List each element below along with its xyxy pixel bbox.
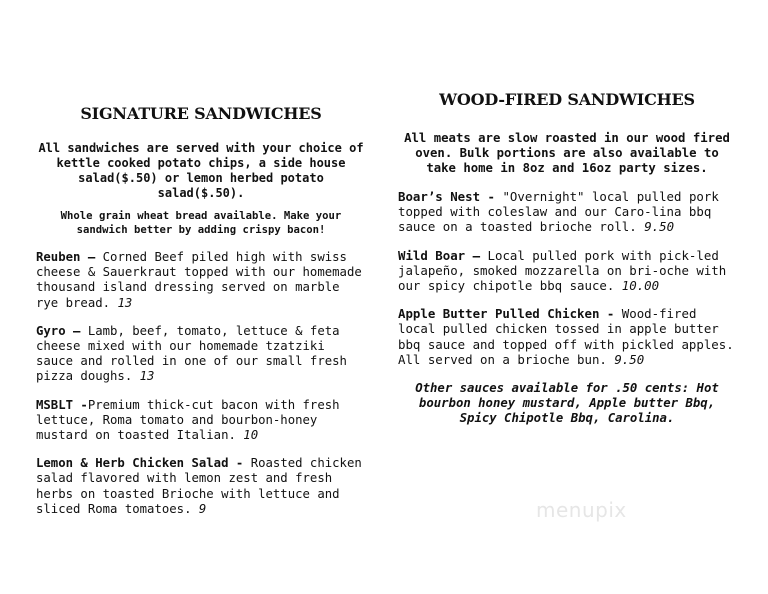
item-description: Wood-fired local pulled chicken tossed in apple butter bbq sauce and topped off with pickled apples. All served on a brioche bun. (398, 306, 734, 367)
item-name: Apple Butter Pulled Chicken - (398, 306, 615, 322)
signature-heading: SIGNATURE SANDWICHES (80, 104, 322, 123)
item-price: 9.50 (614, 351, 645, 367)
item-price: 9.50 (644, 219, 675, 235)
menu-item-gyro (36, 324, 366, 385)
wood-fired-heading: WOOD-FIRED SANDWICHES (439, 90, 695, 109)
menu-item-reuben (36, 250, 366, 311)
item-description: Premium thick-cut bacon with fresh lettuce, Roma tomato and bourbon-honey mustard on toasted Italian. (36, 397, 340, 443)
item-price: 13 (117, 295, 133, 310)
item-name: Gyro – (36, 323, 81, 338)
item-description: "Overnight" local pulled pork topped with coleslaw and our Caro-lina bbq sauce on a toasted brioche roll. (398, 189, 719, 235)
item-price: 9 (198, 501, 207, 516)
item-description: Lamb, beef, tomato, lettuce & feta cheese mixed with our homemade tzatziki sauce and rolled in one of our small fresh pizza doughs. (36, 323, 347, 384)
item-price: 10 (243, 428, 259, 443)
item-price: 10.00 (621, 278, 660, 294)
menupix-watermark: menupix (536, 498, 627, 522)
item-name: MSBLT - (36, 397, 88, 412)
menu-item-lemon-herb-chicken-salad (36, 456, 366, 517)
item-name: Wild Boar – (398, 247, 481, 263)
bread-note: Whole grain wheat bread available. Make your sandwich better by adding crispy bacon! (60, 210, 342, 236)
signature-intro: All sandwiches are served with your choice of kettle cooked potato chips, a side house salad($.50) or lemon herbed potato salad($.50). (38, 141, 364, 200)
item-description: Roasted chicken salad flavored with lemon zest and fresh herbs on toasted Brioche with lettuce and sliced Roma tomatoes. (36, 456, 362, 516)
menu-item-msblt (36, 398, 366, 444)
wood-fired-intro: All meats are slow roasted in our wood fired oven. Bulk portions are also available to take home in 8oz and 16oz party sizes. (404, 131, 730, 175)
item-description: Local pulled pork with pick-led jalapeño, smoked mozzarella on bri-oche with our spicy chipotle bbq sauce. (398, 247, 727, 294)
item-name: Reuben – (36, 250, 96, 264)
item-name: Lemon & Herb Chicken Salad - (36, 456, 244, 471)
extra-sauces-note: Other sauces available for .50 cents: Hot bourbon honey mustard, Apple butter Bbq, Spicy Chipotle Bbq, Carolina. (415, 381, 719, 426)
item-price: 13 (139, 369, 155, 384)
item-name: Boar’s Nest - (398, 189, 495, 204)
menu-item-boars-nest (398, 189, 736, 235)
wood-fired-sandwiches-column (398, 90, 736, 427)
menu-item-wild-boar (398, 248, 736, 294)
menu-item-apple-butter-pulled-chicken (398, 306, 736, 367)
signature-sandwiches-column (36, 104, 366, 517)
item-description: Corned Beef piled high with swiss cheese & Sauerkraut topped with our homemade thousand island dressing served on marble rye bread. (36, 250, 362, 310)
